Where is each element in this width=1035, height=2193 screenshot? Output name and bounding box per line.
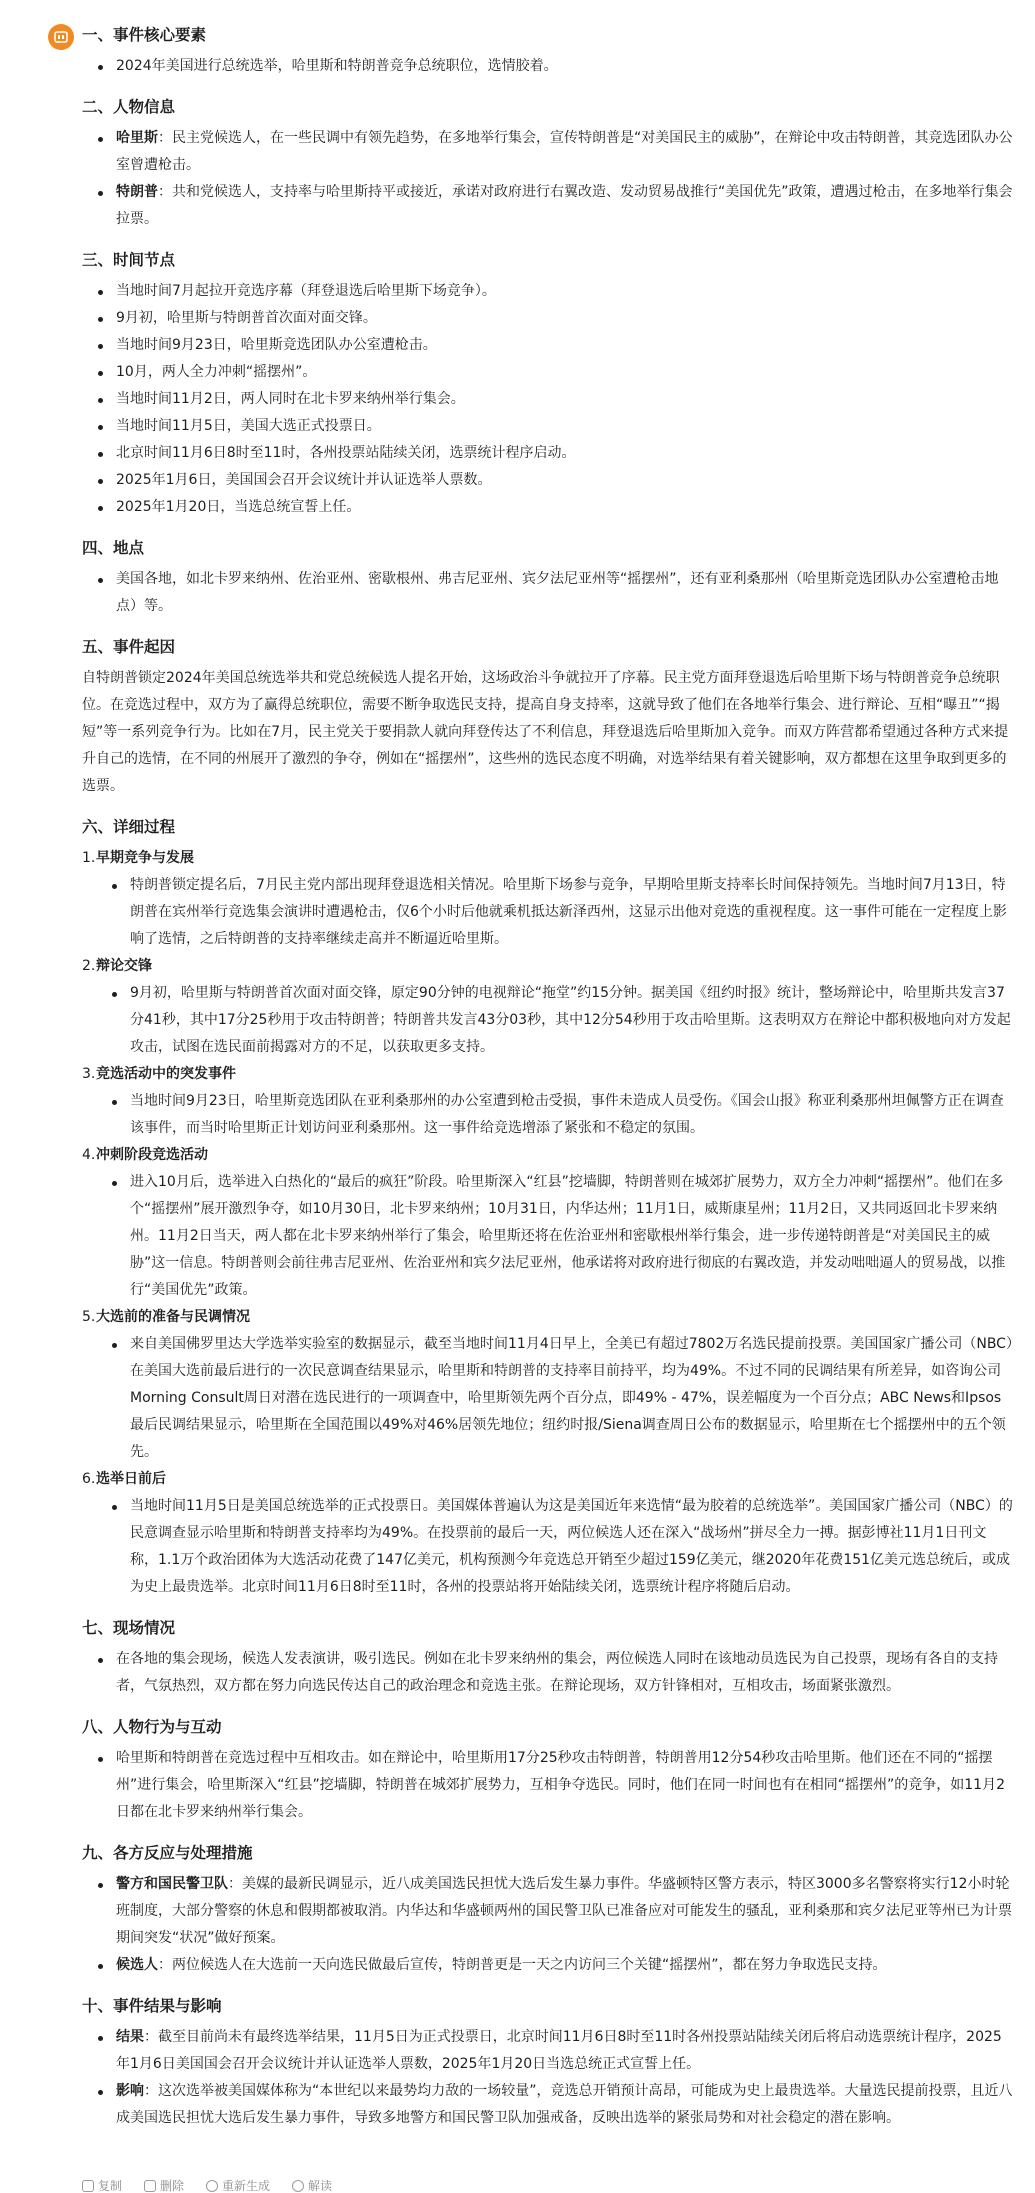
item-text: 民主党候选人，在一些民调中有领先趋势，在多地举行集会，宣传特朗普是“对美国民主的威胁”，在辩论中攻击特朗普，其竞选团队办公室曾遭枪击。: [116, 130, 1013, 173]
list-item: [82, 179, 1013, 233]
section-results: [82, 1991, 1013, 2132]
step-item: [82, 1061, 1013, 1142]
copy-icon: [82, 2180, 94, 2192]
item-sep: ：: [158, 184, 172, 200]
section-locations: [82, 533, 1013, 620]
section-title: 三、时间节点: [82, 251, 176, 269]
item-text: 两位候选人在大选前一天向选民做最后宣传，特朗普更是一天之内访问三个关键“摇摆州”，都在努力争取选民支持。: [172, 1957, 887, 1973]
section-title: 四、地点: [82, 539, 145, 557]
step-title: 早期竞争与发展: [96, 850, 194, 866]
assistant-avatar: [48, 24, 74, 50]
step-item: [82, 1466, 1013, 1601]
list-item: 在各地的集会现场，候选人发表演讲，吸引选民。例如在北卡罗来纳州的集会，两位候选人同时在该地动员选民为自己投票，现场有各自的支持者，气氛热烈，双方都在努力向选民传达自己的政治理念和竞选主张。在辩论现场，双方针锋相对，互相攻击，场面紧张激烈。: [82, 1646, 1013, 1700]
list-item: 2024年美国进行总统选举，哈里斯和特朗普竞争总统职位，选情胶着。: [82, 53, 1013, 80]
list-item: 2025年1月6日，美国国会召开会议统计并认证选举人票数。: [82, 467, 1013, 494]
section-scene: [82, 1613, 1013, 1700]
assistant-logo-icon: [53, 29, 69, 45]
item-text: 共和党候选人，支持率与哈里斯持平或接近，承诺对政府进行右翼改造、发动贸易战推行“美国优先”政策，遭遇过枪击，在多地举行集会拉票。: [116, 184, 1013, 227]
list-item: 北京时间11月6日8时至11时，各州投票站陆续关闭，选票统计程序启动。: [82, 440, 1013, 467]
copy-label: 复制: [98, 2179, 123, 2193]
list-item: 当地时间7月起拉开竞选序幕（拜登退选后哈里斯下场竞争）。: [82, 278, 1013, 305]
list-item: 进入10月后，选举进入白热化的“最后的疯狂”阶段。哈里斯深入“红县”挖墙脚，特朗普则在城郊扩展势力，双方全力冲刺“摇摆州”。他们在多个“摇摆州”展开激烈争夺，如10月30日，北卡罗来纳州；10月31日，内华达州；11月1日，威斯康星州；11月2日，又共同返回北卡罗来纳州。11月2日当天，两人都在北卡罗来纳州举行了集会，哈里斯还将在佐治亚州和密歇根州举行集会，进一步传递特朗普是“对美国民主的威胁”这一信息。特朗普则会前往弗吉尼亚州、佐治亚州和宾夕法尼亚州，他承诺将对政府进行彻底的右翼改造，并发动咄咄逼人的贸易战，以推行“美国优先”政策。: [96, 1169, 1013, 1304]
list-item: 10月，两人全力冲刺“摇摆州”。: [82, 359, 1013, 386]
section-reactions: [82, 1838, 1013, 1979]
trash-icon: [144, 2180, 156, 2192]
list-item: [82, 125, 1013, 179]
list-item: 当地时间9月23日，哈里斯竞选团队办公室遭枪击。: [82, 332, 1013, 359]
list-item: 当地时间9月23日，哈里斯竞选团队在亚利桑那州的办公室遭到枪击受损，事件未造成人员受伤。《国会山报》称亚利桑那州坦佩警方正在调查该事件，而当时哈里斯正计划访问亚利桑那州。这一事件给竞选增添了紧张和不稳定的氛围。: [96, 1088, 1013, 1142]
step-item: [82, 845, 1013, 953]
step-title: 大选前的准备与民调情况: [96, 1309, 250, 1325]
step-number: 4.: [82, 1147, 96, 1163]
step-number: 6.: [82, 1471, 96, 1487]
copy-button[interactable]: [82, 2178, 122, 2193]
step-title: 冲刺阶段竞选活动: [96, 1147, 208, 1163]
interpret-icon: [292, 2180, 304, 2192]
list-item: 美国各地，如北卡罗来纳州、佐治亚州、密歇根州、弗吉尼亚州、宾夕法尼亚州等“摇摆州”，还有亚利桑那州（哈里斯竞选团队办公室遭枪击地点）等。: [82, 566, 1013, 620]
list-item: 9月初，哈里斯与特朗普首次面对面交锋，原定90分钟的电视辩论“拖堂”约15分钟。据美国《纽约时报》统计，整场辩论中，哈里斯共发言37分41秒，其中17分25秒用于攻击特朗普；特朗普共发言43分03秒，其中12分54秒用于攻击哈里斯。这表明双方在辩论中都积极地向对方发起攻击，试图在选民面前揭露对方的不足，以获取更多支持。: [96, 980, 1013, 1061]
list-item: [82, 1952, 1013, 1979]
list-item: 特朗普锁定提名后，7月民主党内部出现拜登退选相关情况。哈里斯下场参与竞争，早期哈里斯支持率长时间保持领先。当地时间7月13日，特朗普在宾州举行竞选集会演讲时遭遇枪击，仅6个小时后他就乘机抵达新泽西州，这显示出他对竞选的重视程度。这一事件可能在一定程度上影响了选情，之后特朗普的支持率继续走高并不断逼近哈里斯。: [96, 872, 1013, 953]
section-timeline: [82, 245, 1013, 521]
section-interaction: [82, 1712, 1013, 1826]
section-details: [82, 812, 1013, 1601]
item-text: 截至目前尚未有最终选举结果，11月5日为正式投票日，北京时间11月6日8时至11时各州投票站陆续关闭后将启动选票统计程序，2025年1月6日美国国会召开会议统计并认证选举人票数，2025年1月20日当选总统正式宣誓上任。: [116, 2029, 1002, 2072]
section-people: [82, 92, 1013, 233]
delete-label: 删除: [160, 2179, 185, 2193]
regenerate-label: 重新生成: [222, 2179, 271, 2193]
step-title: 选举日前后: [96, 1471, 166, 1487]
list-item: 当地时间11月5日是美国总统选举的正式投票日。美国媒体普遍认为这是美国近年来选情“最为胶着的总统选举”。美国国家广播公司（NBC）的民意调查显示哈里斯和特朗普支持率均为49%。在投票前的最后一天，两位候选人还在深入“战场州”拼尽全力一搏。据彭博社11月1日刊文称，1.1万个政治团体为大选活动花费了147亿美元，机构预测今年竞选总开销至少超过159亿美元，继2020年花费151亿美元选总统后，或成为史上最贵选举。北京时间11月6日8时至11时，各州的投票站将开始陆续关闭，选票统计程序将随后启动。: [96, 1493, 1013, 1601]
list-item: 当地时间11月2日，两人同时在北卡罗来纳州举行集会。: [82, 386, 1013, 413]
paragraph: 自特朗普锁定2024年美国总统选举共和党总统候选人提名开始，这场政治斗争就拉开了序幕。民主党方面拜登退选后哈里斯下场与特朗普竞争总统职位。在竞选过程中，双方为了赢得总统职位，需要不断争取选民支持，提高自身支持率，这就导致了他们在各地举行集会、进行辩论、互相“曝丑”“揭短”等一系列竞争行为。比如在7月，民主党关于要捐款人就向拜登传达了不利信息，拜登退选后哈里斯加入竞争。而双方阵营都希望通过各种方式来提升自己的选情，在不同的州展开了激烈的争夺，例如在“摇摆州”，这些州的选民态度不明确，对选举结果有着关键影响，双方都想在这里争取到更多的选票。: [82, 670, 1009, 794]
step-number: 3.: [82, 1066, 96, 1082]
step-item: [82, 1304, 1013, 1466]
item-sep: ：: [158, 1957, 172, 1973]
item-label: 结果: [116, 2029, 144, 2045]
section-title: 六、详细过程: [82, 818, 176, 836]
item-label: 候选人: [116, 1957, 158, 1973]
section-title: 十、事件结果与影响: [82, 1997, 222, 2015]
step-title: 竞选活动中的突发事件: [96, 1066, 236, 1082]
list-item: [82, 2024, 1013, 2078]
interpret-label: 解读: [308, 2179, 333, 2193]
step-number: 2.: [82, 958, 96, 974]
item-label: 哈里斯: [116, 130, 158, 146]
list-item: 9月初，哈里斯与特朗普首次面对面交锋。: [82, 305, 1013, 332]
list-item: 来自美国佛罗里达大学选举实验室的数据显示，截至当地时间11月4日早上，全美已有超过7802万名选民提前投票。美国国家广播公司（NBC）在美国大选前最后进行的一次民意调查结果显示，哈里斯和特朗普的支持率目前持平，均为49%。不过不同的民调结果有所差异，如咨询公司Morning Consult周日对潜在选民进行的一项调查中，哈里斯领先两个百分点，即49% - 47%，误差幅度为一个百分点；ABC News和Ipsos最后民调结果显示，哈里斯在全国范围以49%对46%居领先地位；纽约时报/Siena调查周日公布的数据显示，哈里斯在七个摇摆州中的五个领先。: [96, 1331, 1013, 1466]
section-title: 七、现场情况: [82, 1619, 176, 1637]
section-title: 九、各方反应与处理措施: [82, 1844, 253, 1862]
step-item: [82, 1142, 1013, 1304]
list-item: 哈里斯和特朗普在竞选过程中互相攻击。如在辩论中，哈里斯用17分25秒攻击特朗普，特朗普用12分54秒攻击哈里斯。他们还在不同的“摇摆州”进行集会，哈里斯深入“红县”挖墙脚，特朗普在城郊扩展势力，互相争夺选民。同时，他们在同一时间也有在相同“摇摆州”的竞争，如11月2日都在北卡罗来纳州举行集会。: [82, 1745, 1013, 1826]
delete-button[interactable]: [144, 2178, 184, 2193]
section-title: 八、人物行为与互动: [82, 1718, 222, 1736]
item-sep: ：: [144, 2029, 158, 2045]
list-item: 2025年1月20日，当选总统宣誓上任。: [82, 494, 1013, 521]
section-title: 二、人物信息: [82, 98, 176, 116]
step-item: [82, 953, 1013, 1061]
item-label: 特朗普: [116, 184, 158, 200]
item-text: 美媒的最新民调显示，近八成美国选民担忧大选后发生暴力事件。华盛顿特区警方表示，特区3000多名警察将实行12小时轮班制度，大部分警察的休息和假期都被取消。内华达和华盛顿两州的国民警卫队已准备应对可能发生的骚乱，亚利桑那和宾夕法尼亚等州已为计票期间突发“状况”做好预案。: [116, 1876, 1012, 1946]
section-title: 一、事件核心要素: [82, 26, 207, 44]
list-item: [82, 2078, 1013, 2132]
step-title: 辩论交锋: [96, 958, 152, 974]
item-label: 警方和国民警卫队: [116, 1876, 228, 1892]
step-number: 5.: [82, 1309, 96, 1325]
item-sep: ：: [228, 1876, 242, 1892]
regenerate-button[interactable]: [206, 2178, 270, 2193]
item-sep: ：: [158, 130, 172, 146]
interpret-button[interactable]: [292, 2178, 332, 2193]
item-text: 这次选举被美国媒体称为“本世纪以来最势均力敌的一场较量”，竞选总开销预计高昂，可能成为史上最贵选举。大量选民提前投票，且近八成美国选民担忧大选后发生暴力事件，导致多地警方和国民警卫队加强戒备，反映出选举的紧张局势和对社会稳定的潜在影响。: [116, 2083, 1013, 2126]
list-item: 当地时间11月5日，美国大选正式投票日。: [82, 413, 1013, 440]
item-label: 影响: [116, 2083, 144, 2099]
section-title: 五、事件起因: [82, 638, 176, 656]
message-toolbar: [82, 2178, 332, 2193]
list-item: [82, 1871, 1013, 1952]
step-number: 1.: [82, 850, 96, 866]
section-core-elements: [82, 20, 1013, 80]
refresh-icon: [206, 2180, 218, 2192]
section-cause: [82, 632, 1013, 800]
item-sep: ：: [144, 2083, 158, 2099]
